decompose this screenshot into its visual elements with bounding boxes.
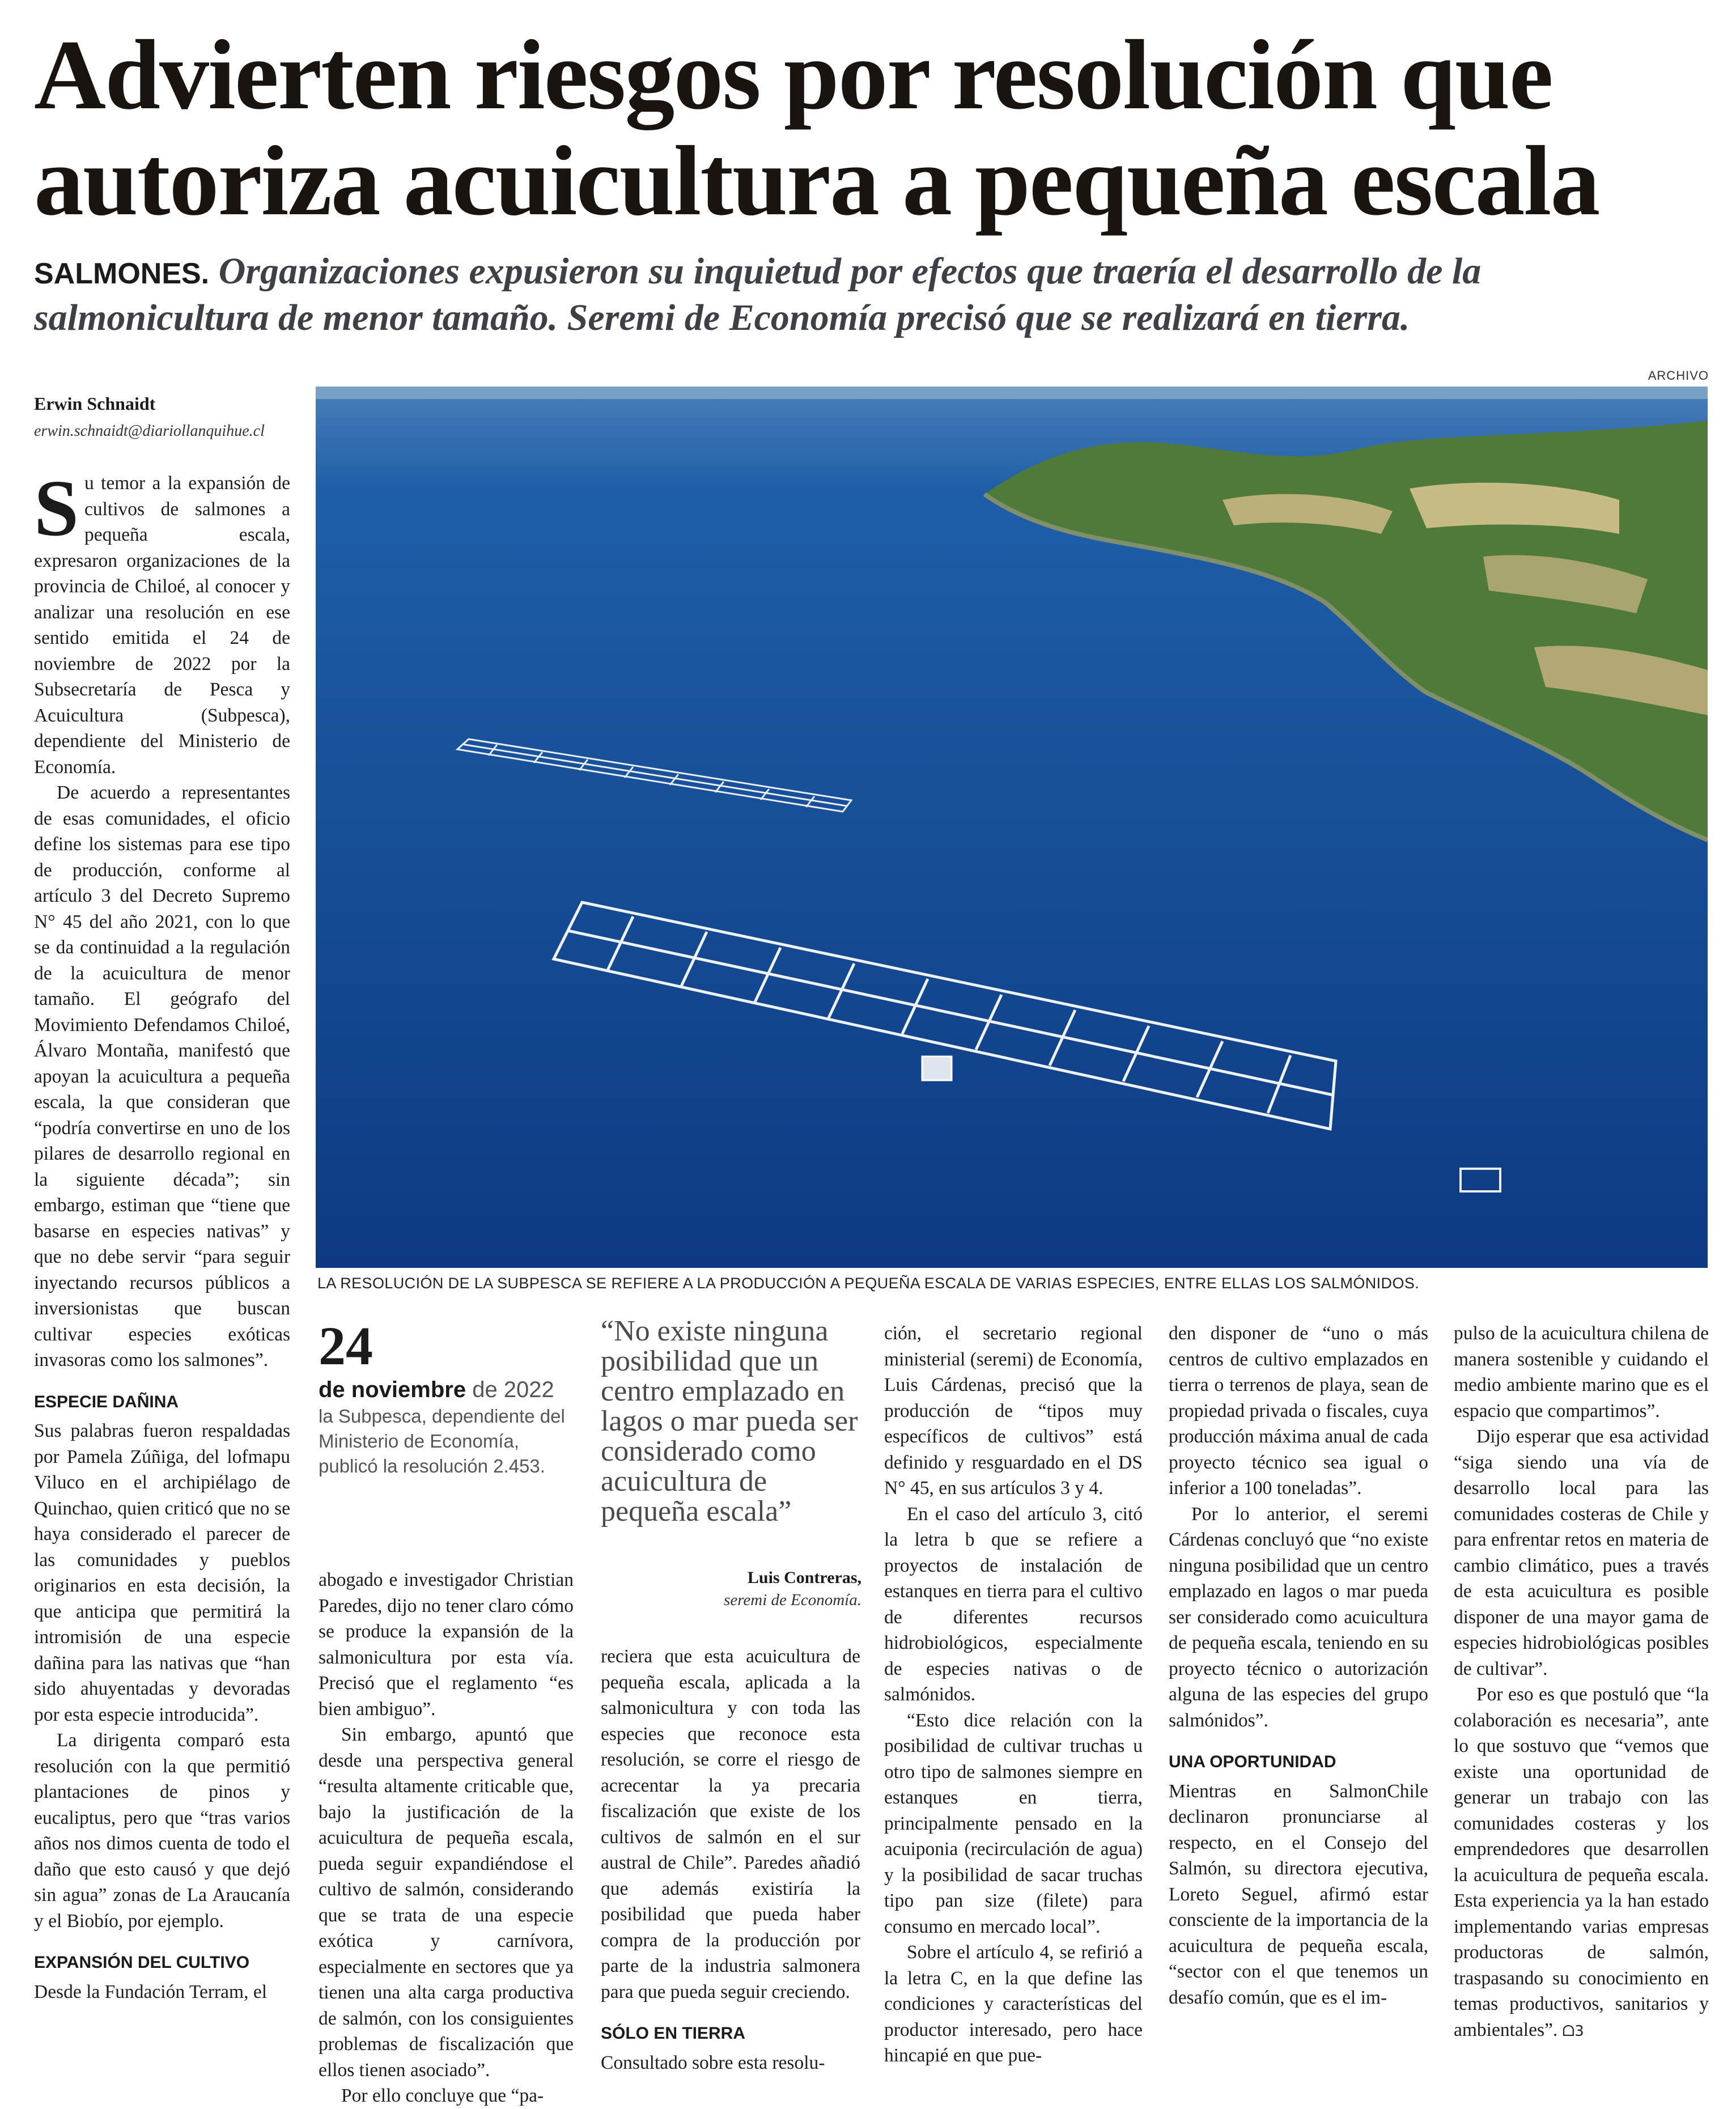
- headline-line-1: Advierten riesgos por resolución que: [34, 20, 1552, 130]
- stat-box: [319, 1316, 566, 1479]
- stat-number: 24: [319, 1316, 373, 1376]
- paragraph: abogado e investigador Christian Paredes, dijo no tener claro cómo se produce la expansión de la salmonicultura por esta vía. Precisó que el reglamento “es bien ambiguo”.: [319, 1569, 574, 1720]
- paragraph: Mientras en SalmonChile declinaron pronunciarse al respecto, en el Consejo del Salmón, su directora ejecutiva, Loreto Seguel, afirmó estar consciente de la importancia de la acuicultura de pequeña escala, “sector con el que tenemos un desafío común, que es el im-: [1169, 1780, 1428, 2008]
- paragraph: Sin embargo, apuntó que desde una perspectiva general “resulta altamente criticable que, bajo la justificación de la acuicultura de pequeña escala, pueda seguir expandiéndose el cultivo de salmón, considerando que se trata de una especie exótica y carnívora, especialmente en sectores que ya tienen una alta carga productiva de salmón, con los consiguientes problemas de fiscalización que ellos tienen asociado”.: [319, 1724, 574, 2081]
- byline: [34, 393, 289, 440]
- author-name: Erwin Schnaidt: [34, 393, 156, 414]
- paragraph: “Esto dice relación con la posibilidad de cultivar truchas u otro tipo de salmones siempre en estanques en tierra, principalmente pensado en la acuiponia (recirculación de agua) y la posibilidad de sacar truchas tipo pan size (filete) para consumo en mercado local”.: [884, 1709, 1143, 1937]
- headline: [34, 20, 1712, 236]
- pull-quote-author: Luis Contreras,: [747, 1568, 861, 1587]
- section-heading: UNA OPORTUNIDAD: [1169, 1752, 1336, 1771]
- subhead-kicker: SALMONES.: [34, 257, 210, 290]
- paragraph: Sobre el artículo 4, se refirió a la letra C, en la que define las condiciones y características del productor interesado, pero hace hincapié en que pue-: [884, 1942, 1143, 2066]
- paragraph: Por ello concluye que “pa-: [341, 2085, 544, 2106]
- author-email[interactable]: erwin.schnaidt@diariollanquihue.cl: [34, 422, 265, 440]
- paragraph-text: Por eso es que postuló que “la colaboración es necesaria”, ante lo que sostuvo que “vemos que existe una oportunidad de generar un trabajo con las comunidades costeras y los emprendedores que desarrollen la acuicultura de pequeña escala. Esta experiencia ya la han estado implementando varias empresas productoras de salmón, traspasando su conocimiento en temas productivos, sanitarios y ambientales”.: [1454, 1684, 1709, 2040]
- column-5: [1169, 1321, 1428, 2010]
- subhead: [34, 248, 1689, 341]
- aerial-photo-illustration: [316, 387, 1708, 1268]
- stat-lead: [319, 1377, 566, 1403]
- drop-cap: S: [34, 463, 79, 553]
- paragraph: Dijo esperar que esa actividad “siga siendo una vía de desarrollo local para las comunidades costeras de Chile y para enfrentar retos en materia de cambio climático, pues a través de esta acuicultura es posible disponer de una mayor gama de especies hidrobiológicas posibles de cultivar”.: [1454, 1426, 1709, 1679]
- paragraph: den disponer de “uno o más centros de cultivo emplazados en tierra o terrenos de playa, sean de propiedad privada o fiscales, cuya producción máxima anual de cada proyecto técnico sea igual o inferior a 100 toneladas”.: [1169, 1323, 1428, 1499]
- paragraph: [1454, 1682, 1709, 2044]
- column-1: [34, 463, 290, 2005]
- pull-quote-role: seremi de Economía.: [724, 1591, 861, 1609]
- paragraph: De acuerdo a representantes de esas comunidades, el oficio define los sistemas para ese tipo de producción, conforme al artículo 3 del Decreto Supremo N° 45 del año 2021, con lo que se da continuidad a la regulación de la acuicultura de menor tamaño. El geógrafo del Movimiento Defendamos Chiloé, Álvaro Montaña, manifestó que apoyan la acuicultura a pequeña escala, la que consideran que “podría convertirse en uno de los pilares de desarrollo regional en la siguiente década”; sin embargo, estiman que “tiene que basarse en especies nativas” y que no debe servir “para seguir inyectando recursos públicos a inversionistas que buscan cultivar especies exóticas invasoras como los salmones”.: [34, 782, 290, 1370]
- headline-line-2: autoriza acuicultura a pequeña escala: [34, 125, 1599, 236]
- stat-lead-rest: de 2022: [466, 1377, 554, 1402]
- paragraph: pulso de la acuicultura chilena de manera sostenible y cuidando el medio ambiente marino que es el espacio que compartimos”.: [1454, 1323, 1709, 1421]
- pull-quote: [601, 1316, 861, 1610]
- stat-lead-bold: de noviembre: [319, 1377, 466, 1402]
- paragraph: La dirigenta comparó esta resolución con la que permitió plantaciones de pinos y eucaliptus, pero que “tras varios años nos dimos cuenta de todo el daño que esto causó y que dejó sin agua” zonas de La Araucanía y el Biobío, por ejemplo.: [34, 1730, 290, 1932]
- section-heading: EXPANSIÓN DEL CULTIVO: [34, 1953, 250, 1972]
- pull-quote-text: “No existe ninguna posibilidad que un centro emplazado en lagos o mar pueda ser considerado como acuicultura de pequeña escala”: [601, 1315, 858, 1527]
- end-mark-icon: ᗝ3: [1562, 2022, 1584, 2040]
- paragraph: En el caso del artículo 3, citó la letra b que se refiere a proyectos de instalación de estanques en tierra para el cultivo de diferentes recursos hidrobiológicos, especialmente de especies nativas o de salmónidos.: [884, 1503, 1143, 1705]
- column-3: [601, 1644, 860, 2076]
- section-heading: ESPECIE DAÑINA: [34, 1392, 179, 1411]
- paragraph: ción, el secretario regional ministerial (seremi) de Economía, Luis Cárdenas, precisó que la producción de “tipos muy específicos de cultivos” está definido y resguardado en el DS N° 45, en sus artículos 3 y 4.: [884, 1323, 1143, 1499]
- paragraph: Desde la Fundación Terram, el: [34, 1981, 267, 2002]
- paragraph: u temor a la expansión de cultivos de salmones a pequeña escala, expresaron organizaciones de la provincia de Chiloé, al conocer y analizar una resolución en ese sentido emitida el 24 de noviembre de 2022 por la Subsecretaría de Pesca y Acuicultura (Subpesca), dependiente del Ministerio de Economía.: [34, 473, 290, 778]
- column-4: [884, 1321, 1143, 2069]
- photo-caption: LA RESOLUCIÓN DE LA SUBPESCA SE REFIERE A LA PRODUCCIÓN A PEQUEÑA ESCALA DE VARIAS ESPECIES, ENTRE ELLAS LOS SALMÓNIDOS.: [317, 1275, 1420, 1292]
- paragraph: Consultado sobre esta resolu-: [601, 2052, 825, 2073]
- subhead-text: Organizaciones expusieron su inquietud por efectos que traería el desarrollo de la salmonicultura de menor tamaño. Seremi de Economía precisó que se realizará en tierra.: [34, 251, 1482, 338]
- column-2: [319, 1567, 574, 2109]
- paragraph: Por lo anterior, el seremi Cárdenas concluyó que “no existe ninguna posibilidad que un centro emplazado en lagos o mar pueda ser considerado como acuicultura de pequeña escala, teniendo en su proyecto técnico o autorización alguna de las especies del grupo salmónidos”.: [1169, 1503, 1428, 1731]
- aerial-photo: [316, 387, 1708, 1268]
- paragraph: reciera que esta acuicultura de pequeña escala, aplicada a la salmonicultura y con toda las especies que reconoce esta resolución, se corre el riesgo de acrecentar la ya precaria fiscalización que existe de los cultivos de salmón en el sur austral de Chile”. Paredes añadió que además existiría la posibilidad que pueda haber compra de la producción por parte de la industria salmonera para que pueda seguir creciendo.: [601, 1646, 860, 2002]
- column-6: [1454, 1321, 1709, 2044]
- paragraph: Sus palabras fueron respaldadas por Pamela Zúñiga, del lofmapu Viluco en el archipiélago de Quinchao, quien criticó que no se haya considerado el parecer de las comunidades y pueblos originarios en esta decisión, la que anticipa que permitirá la intromisión de una especie dañina para las nativas que “han sido ahuyentadas y devoradas por esta especie introducida”.: [34, 1420, 290, 1725]
- photo-credit: ARCHIVO: [1648, 368, 1709, 383]
- stat-body: la Subpesca, dependiente del Ministerio de Economía, publicó la resolución 2.453.: [319, 1406, 565, 1476]
- section-heading: SÓLO EN TIERRA: [601, 2024, 746, 2043]
